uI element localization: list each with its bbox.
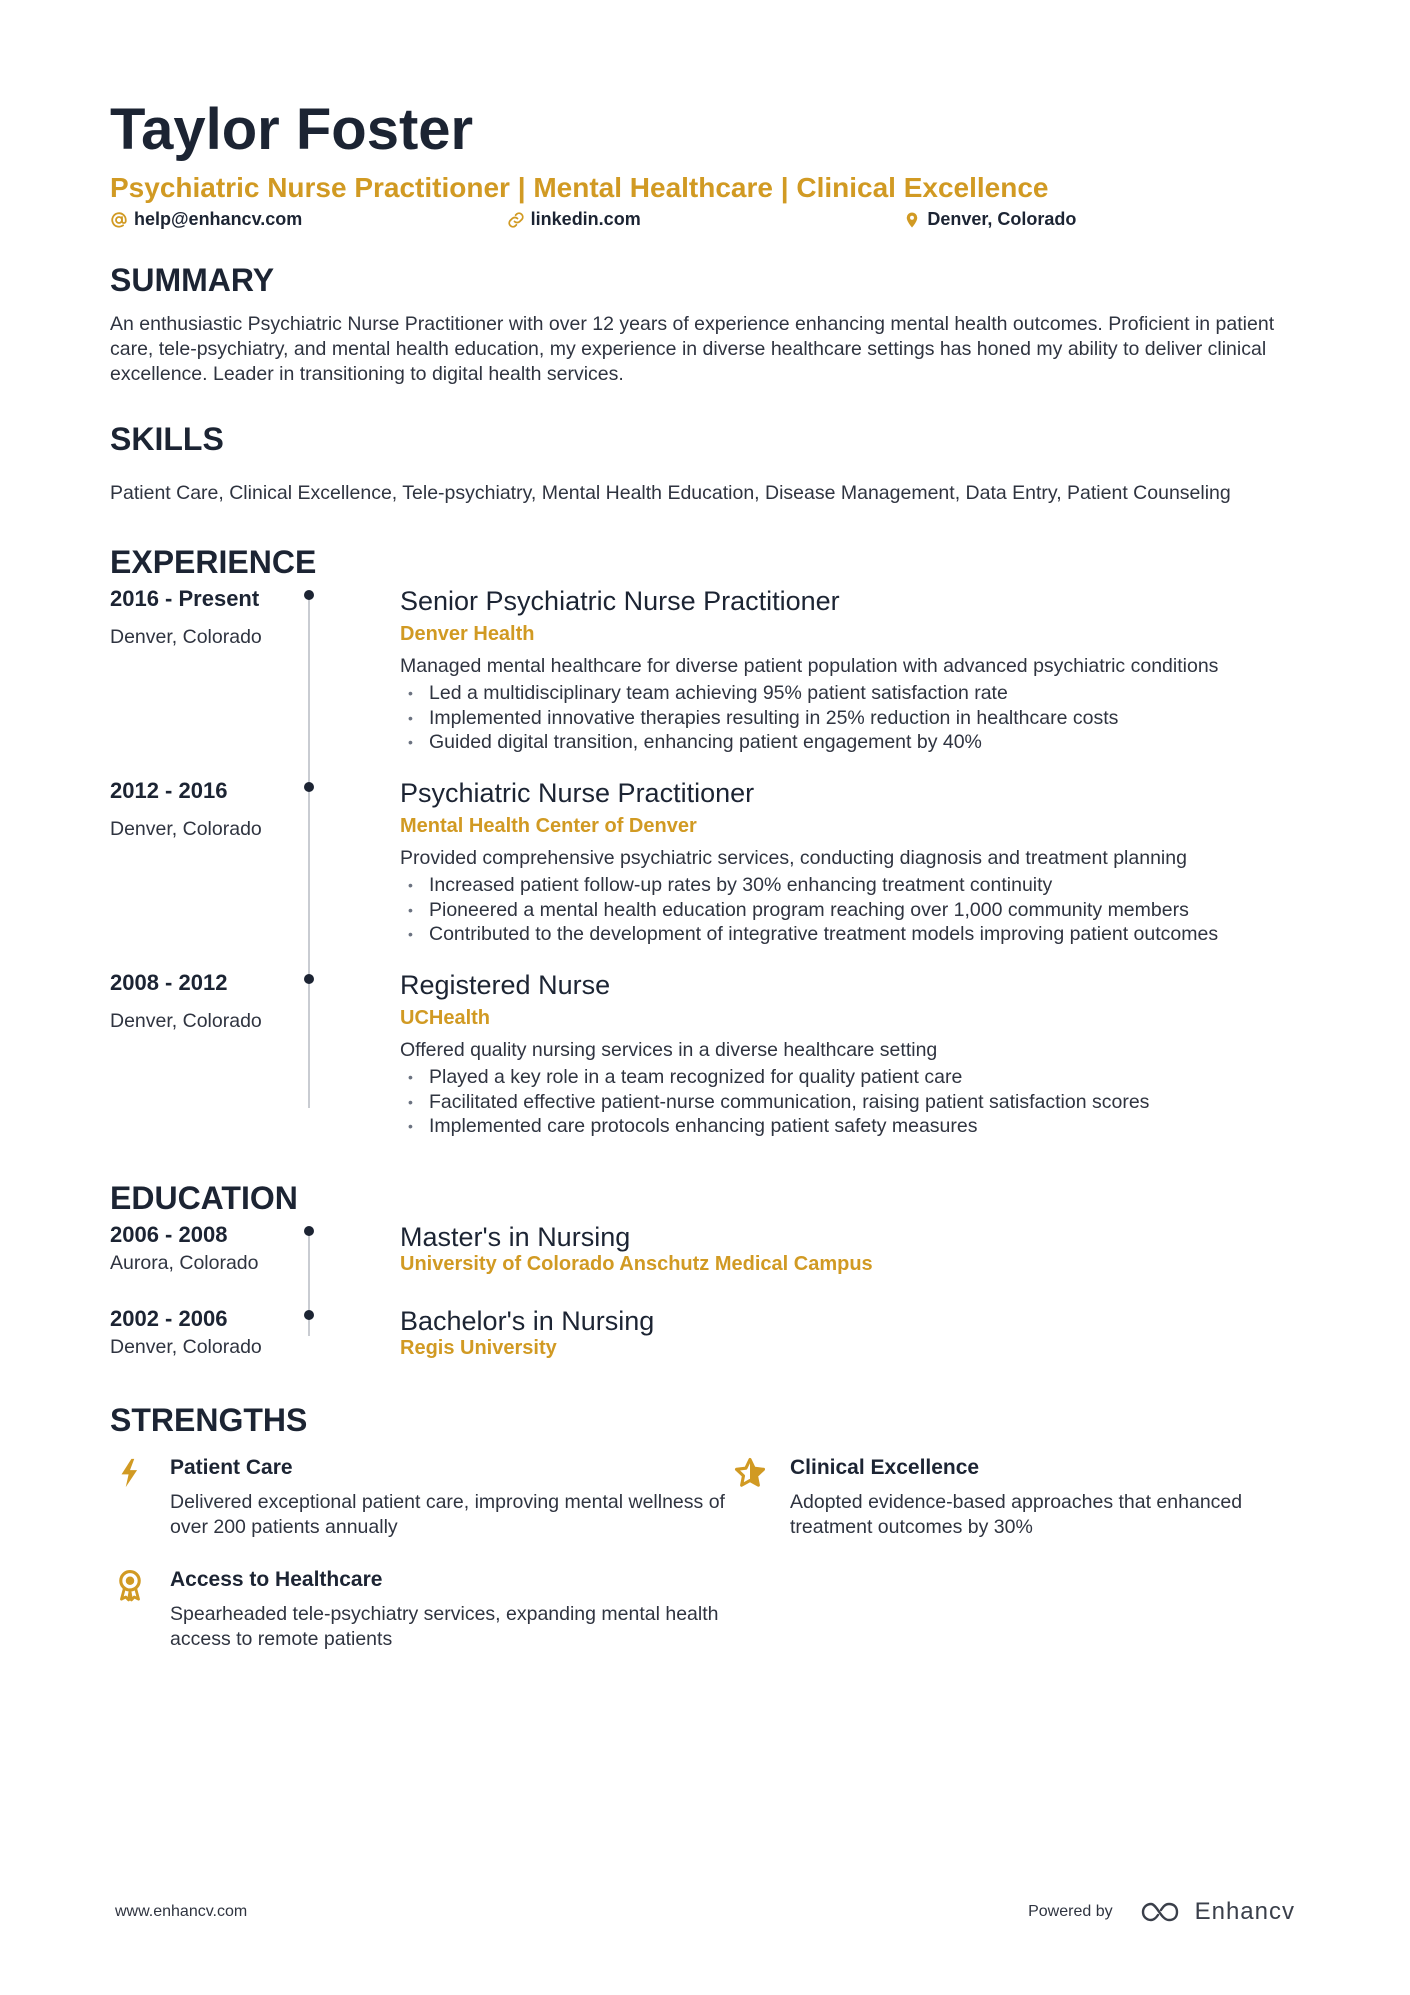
- strength-item: [730, 1454, 1290, 1540]
- contact-bar: [110, 209, 1300, 230]
- skills-text: Patient Care, Clinical Excellence, Tele-psychiatry, Mental Health Education, Disease Management, Data Entry, Patient Counseling: [110, 482, 1231, 504]
- education-timeline: [110, 1220, 1300, 1374]
- contact-location-text: Denver, Colorado: [927, 209, 1077, 229]
- skills-section: [110, 419, 1300, 506]
- resume-page: [110, 95, 1300, 1652]
- experience-company: Denver Health: [400, 623, 535, 645]
- star-icon: [733, 1456, 767, 1490]
- timeline-dot: [304, 1226, 314, 1236]
- strength-text: Adopted evidence-based approaches that enhanced treatment outcomes by 30%: [790, 1491, 1243, 1538]
- link-icon: [507, 211, 525, 229]
- strengths-grid: [110, 1454, 1300, 1652]
- experience-location: Denver, Colorado: [110, 818, 262, 840]
- contact-email[interactable]: [110, 209, 507, 230]
- footer-url[interactable]: www.enhancv.com: [115, 1903, 248, 1920]
- education-entry: [110, 1304, 1300, 1374]
- experience-section: [110, 542, 1300, 1148]
- experience-role: Senior Psychiatric Nurse Practitioner: [400, 586, 840, 616]
- experience-bullets: [400, 1065, 1300, 1139]
- section-title-education: EDUCATION: [110, 1180, 298, 1216]
- at-icon: [110, 211, 128, 229]
- experience-role: Psychiatric Nurse Practitioner: [400, 778, 755, 808]
- powered-by: [1028, 1898, 1295, 1926]
- contact-email-text: help@enhancv.com: [134, 209, 303, 229]
- award-medal-icon: [113, 1568, 147, 1602]
- strength-item: [110, 1454, 730, 1540]
- experience-dates: 2016 - Present: [110, 586, 260, 611]
- experience-dates: 2008 - 2012: [110, 970, 228, 995]
- education-entry: [110, 1220, 1300, 1304]
- experience-bullet: • Led a multidisciplinary team achieving 95% patient satisfaction rate: [400, 681, 1300, 706]
- experience-entry: [110, 584, 1300, 776]
- experience-bullet: • Played a key role in a team recognized for quality patient care: [400, 1065, 1300, 1090]
- strength-title: Patient Care: [170, 1456, 293, 1479]
- timeline-dot: [304, 590, 314, 600]
- experience-bullet: • Contributed to the development of integrative treatment models improving patient outcomes: [400, 922, 1300, 947]
- experience-company: UCHealth: [400, 1007, 491, 1029]
- contact-linkedin[interactable]: [507, 209, 904, 230]
- experience-bullet: • Increased patient follow-up rates by 30% enhancing treatment continuity: [400, 873, 1300, 898]
- experience-timeline: [110, 584, 1300, 1148]
- education-location: Aurora, Colorado: [110, 1252, 259, 1274]
- candidate-tagline: Psychiatric Nurse Practitioner | Mental Healthcare | Clinical Excellence: [110, 172, 1049, 203]
- experience-entry: [110, 776, 1300, 968]
- experience-role: Registered Nurse: [400, 970, 611, 1000]
- experience-bullet: • Facilitated effective patient-nurse communication, raising patient satisfaction scores: [400, 1090, 1300, 1115]
- strength-item: [110, 1566, 730, 1652]
- summary-section: [110, 260, 1300, 387]
- contact-linkedin-text: linkedin.com: [530, 209, 641, 229]
- education-degree: Master's in Nursing: [400, 1222, 631, 1252]
- powered-by-label: Powered by: [1028, 1903, 1113, 1920]
- experience-bullets: [400, 873, 1300, 947]
- experience-description: Provided comprehensive psychiatric services, conducting diagnosis and treatment planning: [400, 847, 1187, 869]
- timeline-dot: [304, 782, 314, 792]
- strength-title: Clinical Excellence: [790, 1456, 980, 1479]
- section-title-strengths: STRENGTHS: [110, 1402, 308, 1438]
- strengths-section: [110, 1400, 1300, 1652]
- contact-location: [903, 209, 1300, 230]
- timeline-dot: [304, 1310, 314, 1320]
- location-pin-icon: [903, 211, 921, 229]
- education-location: Denver, Colorado: [110, 1336, 262, 1358]
- brand-name: Enhancv: [1194, 1898, 1295, 1925]
- experience-entry: [110, 968, 1300, 1148]
- education-school: Regis University: [400, 1337, 557, 1359]
- education-section: [110, 1178, 1300, 1374]
- section-title-skills: SKILLS: [110, 421, 224, 457]
- brand-logo[interactable]: [1139, 1898, 1295, 1926]
- education-degree: Bachelor's in Nursing: [400, 1306, 655, 1336]
- strength-text: Spearheaded tele-psychiatry services, expanding mental health access to remote patients: [170, 1603, 719, 1650]
- lightning-bolt-icon: [113, 1456, 147, 1490]
- experience-location: Denver, Colorado: [110, 1010, 262, 1032]
- experience-dates: 2012 - 2016: [110, 778, 228, 803]
- experience-description: Offered quality nursing services in a diverse healthcare setting: [400, 1039, 938, 1061]
- education-dates: 2002 - 2006: [110, 1306, 228, 1331]
- education-dates: 2006 - 2008: [110, 1222, 228, 1247]
- enhancv-logo-icon: [1139, 1899, 1185, 1925]
- section-title-experience: EXPERIENCE: [110, 544, 317, 580]
- summary-text: An enthusiastic Psychiatric Nurse Practitioner with over 12 years of experience enhancing mental health outcomes. Proficient in patient care, tele-psychiatry, and mental health education, my experience in diverse healthcare settings has honed my ability to deliver clinical excellence. Leader in transitioning to digital health services.: [110, 313, 1275, 385]
- experience-company: Mental Health Center of Denver: [400, 815, 697, 837]
- experience-bullets: [400, 681, 1300, 755]
- education-school: University of Colorado Anschutz Medical Campus: [400, 1253, 873, 1275]
- experience-bullet: • Guided digital transition, enhancing patient engagement by 40%: [400, 730, 1300, 755]
- section-title-summary: SUMMARY: [110, 262, 275, 298]
- experience-bullet: • Implemented care protocols enhancing patient safety measures: [400, 1114, 1300, 1139]
- experience-description: Managed mental healthcare for diverse patient population with advanced psychiatric conditions: [400, 655, 1219, 677]
- experience-bullet: • Implemented innovative therapies resulting in 25% reduction in healthcare costs: [400, 706, 1300, 731]
- strength-title: Access to Healthcare: [170, 1568, 383, 1591]
- experience-location: Denver, Colorado: [110, 626, 262, 648]
- strength-text: Delivered exceptional patient care, improving mental wellness of over 200 patients annually: [170, 1491, 725, 1538]
- candidate-name: Taylor Foster: [110, 97, 474, 162]
- experience-bullet: • Pioneered a mental health education program reaching over 1,000 community members: [400, 898, 1300, 923]
- footer: [115, 1892, 1295, 1932]
- timeline-dot: [304, 974, 314, 984]
